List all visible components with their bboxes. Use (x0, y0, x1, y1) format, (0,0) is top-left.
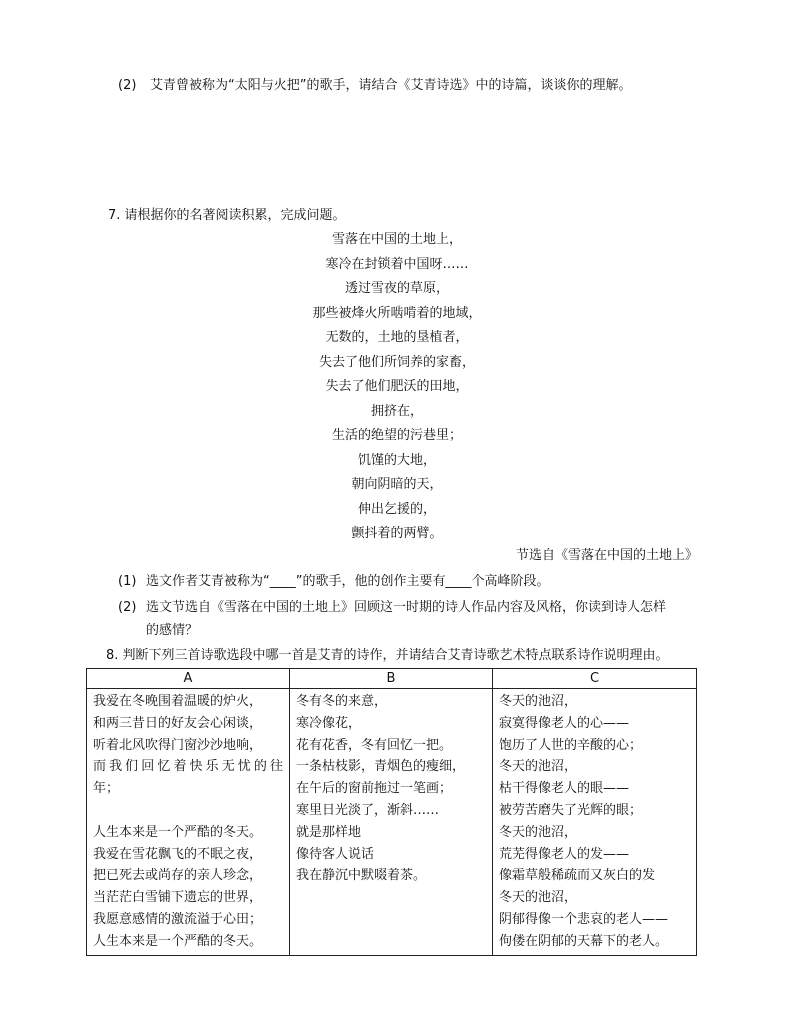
poem-line: 无数的，土地的垦植者， (325, 330, 469, 345)
poem-a-line: 我爱在冬晚围着温暖的炉火， (93, 694, 263, 709)
question-7-part-2-text: 选文节选自《雪落在中国的土地上》回顾这一时期的诗人作品内容及风格，你读到诗人怎样 (146, 600, 667, 615)
poem-b-line: 寒里日光淡了，渐斜…… (296, 802, 440, 818)
poem-line: 雪落在中国的土地上， (331, 232, 462, 247)
poem-c-cell (493, 689, 697, 956)
poem-c-line: 佝偻在阴郁的天幕下的老人。 (499, 933, 669, 949)
poem-b-line: 寒冷像花， (296, 715, 362, 731)
poem-a-line: 年； (93, 781, 120, 797)
poem-a-line (93, 800, 283, 822)
poem-line: 失去了他们所饲养的家畜， (318, 354, 475, 370)
poem-line: 透过雪夜的草原， (344, 281, 449, 296)
poem-line: 生活的绝望的污巷里； (331, 428, 462, 443)
poem-c-line: 饱历了人世的辛酸的心； (499, 737, 643, 753)
poem-a-line: 我爱在雪花飘飞的不眠之夜， (93, 846, 263, 862)
poem-a-line: 当茫茫白雪铺下遗忘的世界， (93, 890, 263, 906)
poem-b-cell (290, 689, 493, 956)
poem-comparison-table (86, 668, 697, 956)
question-7-part-1-number: (1) (118, 574, 137, 589)
poem-c-line: 寂寞得像老人的心—— (499, 715, 630, 731)
poem-c-line: 冬天的池沼， (499, 759, 578, 775)
question-6-part-2 (118, 76, 631, 96)
poem-b-line: 像待客人说话 (296, 846, 375, 862)
table-row (87, 689, 697, 956)
poem-line: 饥馑的大地， (357, 452, 436, 468)
poem-c-line: 荒芜得像老人的发—— (499, 846, 630, 862)
poem-line: 颤抖着的两臂。 (351, 526, 443, 541)
poem-line: 伸出乞援的， (357, 501, 436, 517)
poem-c-line: 枯干得像老人的眼—— (499, 781, 630, 797)
poem-b-line: 冬有冬的来意， (296, 694, 388, 709)
poem-a-line: 人生本来是一个严酷的冬天。 (93, 824, 263, 840)
question-7-part-1-text: 选文作者艾青被称为“____”的歌手，他的创作主要有____个高峰阶段。 (146, 574, 550, 589)
poem-a-line: 人生本来是一个严酷的冬天。 (93, 933, 263, 949)
poem-b-line: 花有花香，冬有回忆一把。 (296, 737, 453, 753)
poem-c-line: 像霜草般稀疏而又灰白的发 (499, 868, 656, 884)
poem-line: 寒冷在封锁着中国呀…… (325, 256, 469, 272)
poem-line: 朝向阴暗的天， (351, 477, 443, 492)
question-6-part-2-number: (2) (118, 78, 137, 93)
question-7-part-2-continuation: 的感情？ (146, 623, 199, 638)
question-8-prompt: 8. 判断下列三首诗歌选段中哪一首是艾青的诗作，并请结合艾青诗歌艺术特点联系诗作说明理由。 (106, 648, 669, 663)
column-header-c: C (493, 669, 697, 689)
poem-c-line: 冬天的池沼， (499, 824, 578, 840)
poem-c-line: 冬天的池沼， (499, 890, 578, 906)
poem-b-line: 我在静沉中默啜着茶。 (296, 868, 427, 884)
poem-c-line: 阴郁得像一个悲哀的老人—— (499, 911, 669, 927)
poem-line: 失去了他们肥沃的田地， (325, 379, 469, 394)
table-header-row (87, 669, 697, 689)
question-7-prompt: 7. 请根据你的名著阅读积累，完成问题。 (108, 208, 346, 223)
poem-a-cell (87, 689, 290, 956)
question-7-part-2 (118, 598, 666, 618)
column-header-a: A (87, 669, 290, 689)
poem-b-line: 就是那样地 (296, 824, 362, 840)
poem-a-line: 把已死去或尚存的亲人珍念， (93, 868, 263, 884)
poem-a-line: 和两三昔日的好友会心闲谈， (93, 715, 263, 731)
question-7-part-1 (118, 572, 549, 592)
poem-line: 拥挤在， (370, 403, 423, 419)
poem-a-line: 我愿意感情的激流溢于心田； (93, 911, 263, 927)
poem-b-line: 一条枯枝影，青烟色的瘦细， (296, 759, 466, 775)
poem-source: 节选自《雪落在中国的土地上》 (515, 548, 698, 563)
poem-a-line: 听着北风吹得门窗沙沙地响， (93, 737, 263, 753)
column-header-b: B (290, 669, 493, 689)
question-6-part-2-text: 艾青曾被称为“太阳与火把”的歌手，请结合《艾青诗选》中的诗篇，谈谈你的理解。 (150, 78, 632, 93)
poem-a-line: 而我们回忆着快乐无忧的往 (93, 759, 283, 775)
poem-c-line: 冬天的池沼， (499, 694, 578, 709)
poem-c-line: 被劳苦磨失了光辉的眼； (499, 802, 643, 818)
question-7-part-2-number: (2) (118, 600, 137, 615)
poem-excerpt (0, 228, 794, 547)
poem-b-line: 在午后的窗前拖过一笔画； (296, 781, 453, 797)
poem-line: 那些被烽火所啮啃着的地域， (312, 305, 482, 321)
